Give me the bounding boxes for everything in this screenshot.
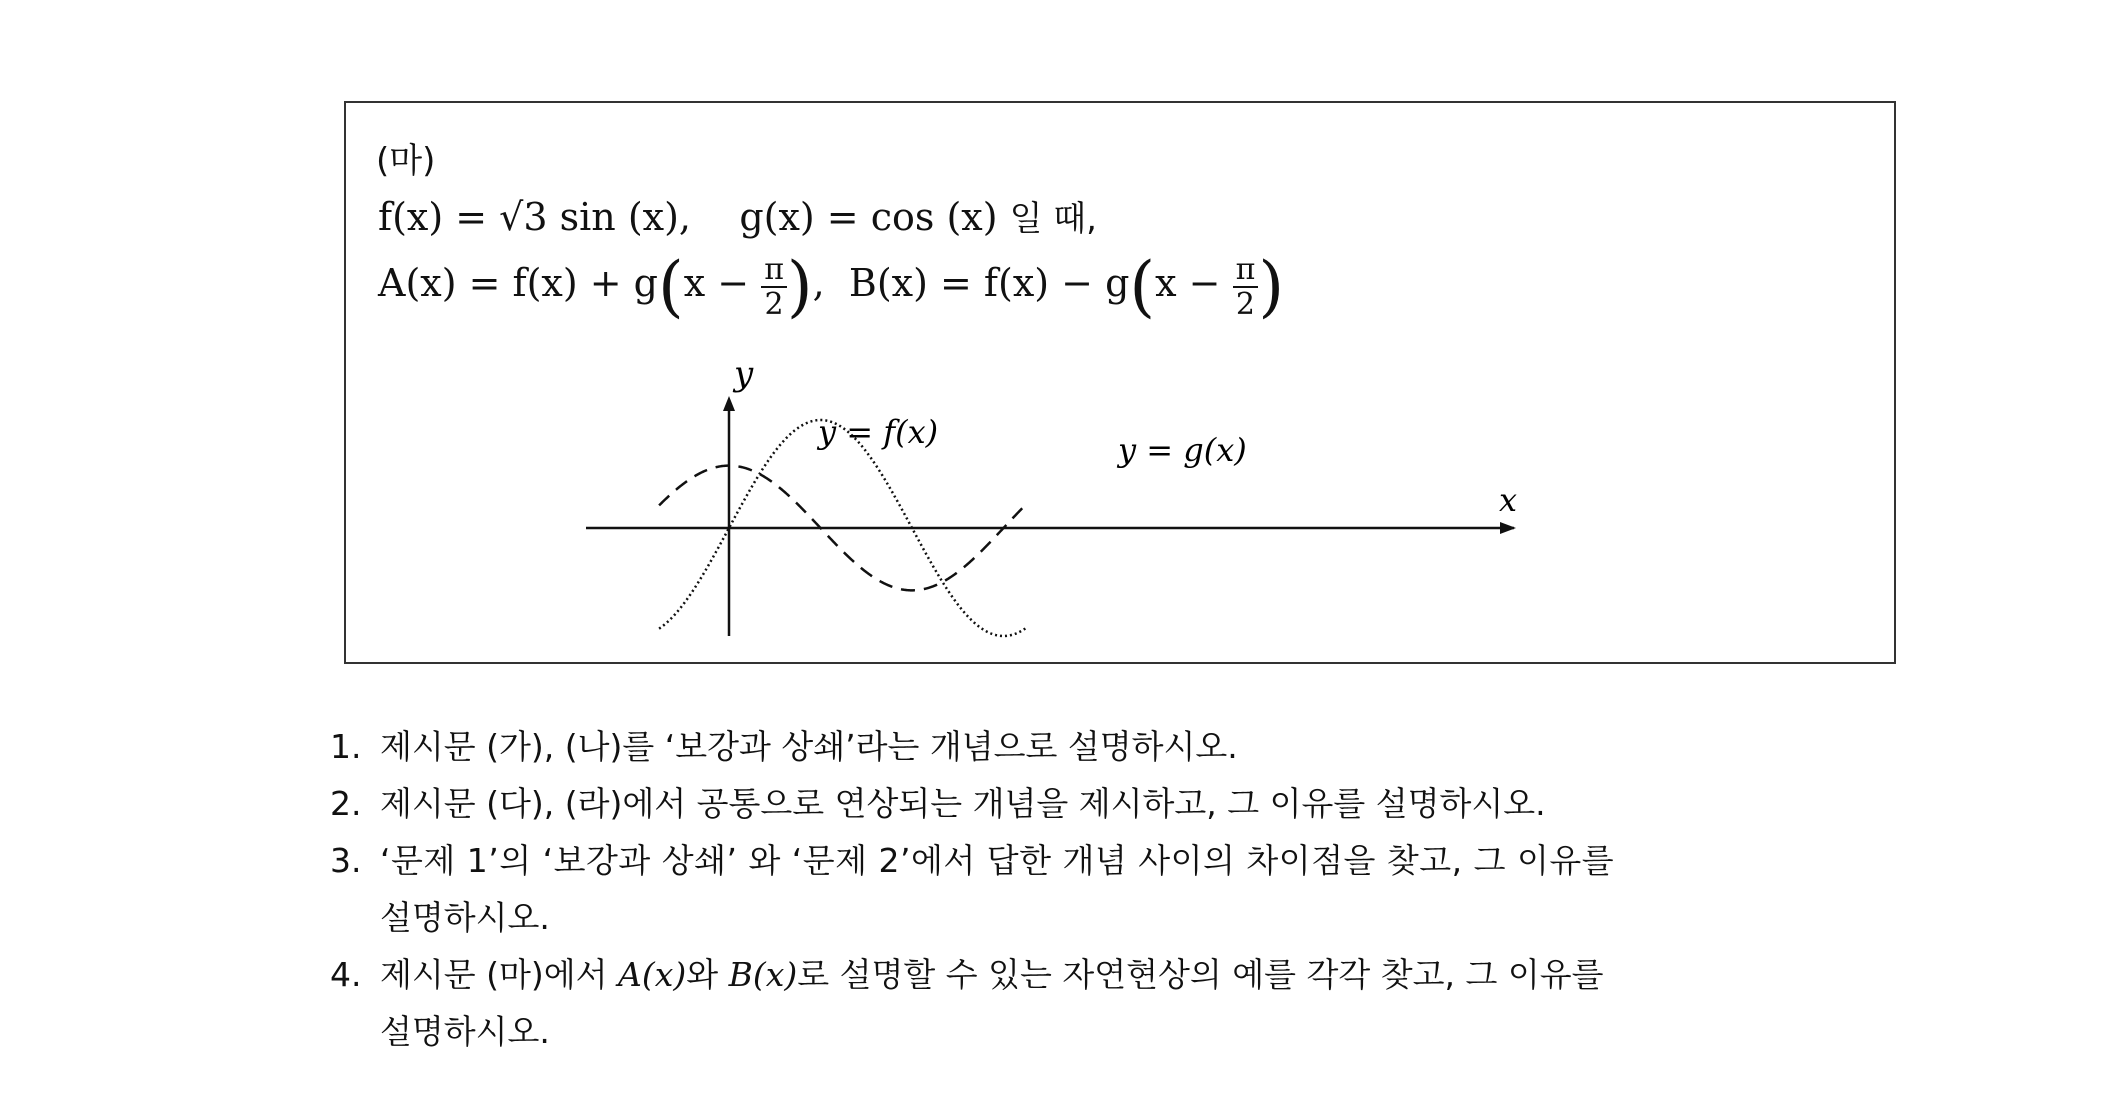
passage-box bbox=[344, 101, 1896, 664]
b-definition-left: B(x) = f(x) − g bbox=[848, 261, 1130, 305]
b-x-minus: x − bbox=[1155, 261, 1221, 305]
question-4-text bbox=[380, 946, 1898, 1003]
ab-definitions: A(x) = f(x) + g(x − $\frac{\pi}{2}$ ), B(x) = f(x) − g(x − $\frac{\pi}{2}$ ) bbox=[378, 248, 1285, 325]
g-definition: g(x) = cos (x) bbox=[739, 195, 998, 239]
b-open-paren: ( bbox=[1129, 248, 1156, 325]
sine-cosine-graph bbox=[346, 103, 1898, 666]
question-4-continuation: 설명하시오. bbox=[380, 1012, 550, 1051]
question-2 bbox=[330, 775, 1898, 832]
question-3-text: ‘문제 1’의 ‘보강과 상쇄’ 와 ‘문제 2’에서 답한 개념 사이의 차이점을 찾고, 그 이유를 bbox=[380, 841, 1615, 880]
y-axis-label: y bbox=[734, 354, 754, 394]
question-4-math-b: B(x) bbox=[728, 955, 798, 994]
question-4-text-a: 제시문 (마)에서 bbox=[380, 955, 608, 994]
question-list bbox=[330, 718, 1898, 1060]
question-4-text-c: 로 설명할 수 있는 자연현상의 예를 각각 찾고, 그 이유를 bbox=[797, 955, 1604, 994]
a-frac-den: 2 bbox=[764, 286, 784, 322]
b-frac-den: 2 bbox=[1235, 286, 1256, 322]
a-definition-left: A(x) = f(x) + g bbox=[378, 261, 658, 305]
question-3-number: 3. bbox=[330, 841, 362, 880]
question-4-number: 4. bbox=[330, 955, 362, 994]
x-axis-arrow bbox=[1500, 522, 1516, 534]
question-4-math-a: A(x) bbox=[618, 955, 687, 994]
condition-suffix: 일 때, bbox=[1009, 199, 1097, 239]
a-x-minus: x − bbox=[683, 261, 750, 305]
question-3 bbox=[330, 832, 1898, 889]
g-curve-label: y = g(x) bbox=[1118, 431, 1247, 469]
a-open-paren: ( bbox=[658, 248, 684, 325]
question-1-text: 제시문 (가), (나)를 ‘보강과 상쇄’라는 개념으로 설명하시오. bbox=[380, 727, 1238, 766]
question-2-text: 제시문 (다), (라)에서 공통으로 연상되는 개념을 제시하고, 그 이유를 설명하시오. bbox=[380, 784, 1546, 823]
question-4-text-b: 와 bbox=[686, 955, 719, 994]
question-4 bbox=[330, 946, 1898, 1003]
a-frac-num: π bbox=[761, 253, 787, 288]
passage-label: (마) bbox=[376, 141, 436, 181]
question-2-number: 2. bbox=[330, 784, 362, 823]
question-1 bbox=[330, 718, 1898, 775]
a-close-paren: ) bbox=[786, 248, 813, 325]
question-3-continuation: 설명하시오. bbox=[380, 898, 550, 937]
f-definition: f(x) = √3 sin (x), bbox=[378, 195, 691, 239]
f-curve-label: y = f(x) bbox=[818, 413, 939, 451]
question-1-number: 1. bbox=[330, 727, 362, 766]
x-axis-label: x bbox=[1499, 481, 1518, 519]
y-axis-arrow bbox=[723, 396, 735, 411]
b-frac-num: π bbox=[1233, 253, 1259, 288]
b-close-paren: ) bbox=[1258, 248, 1285, 325]
